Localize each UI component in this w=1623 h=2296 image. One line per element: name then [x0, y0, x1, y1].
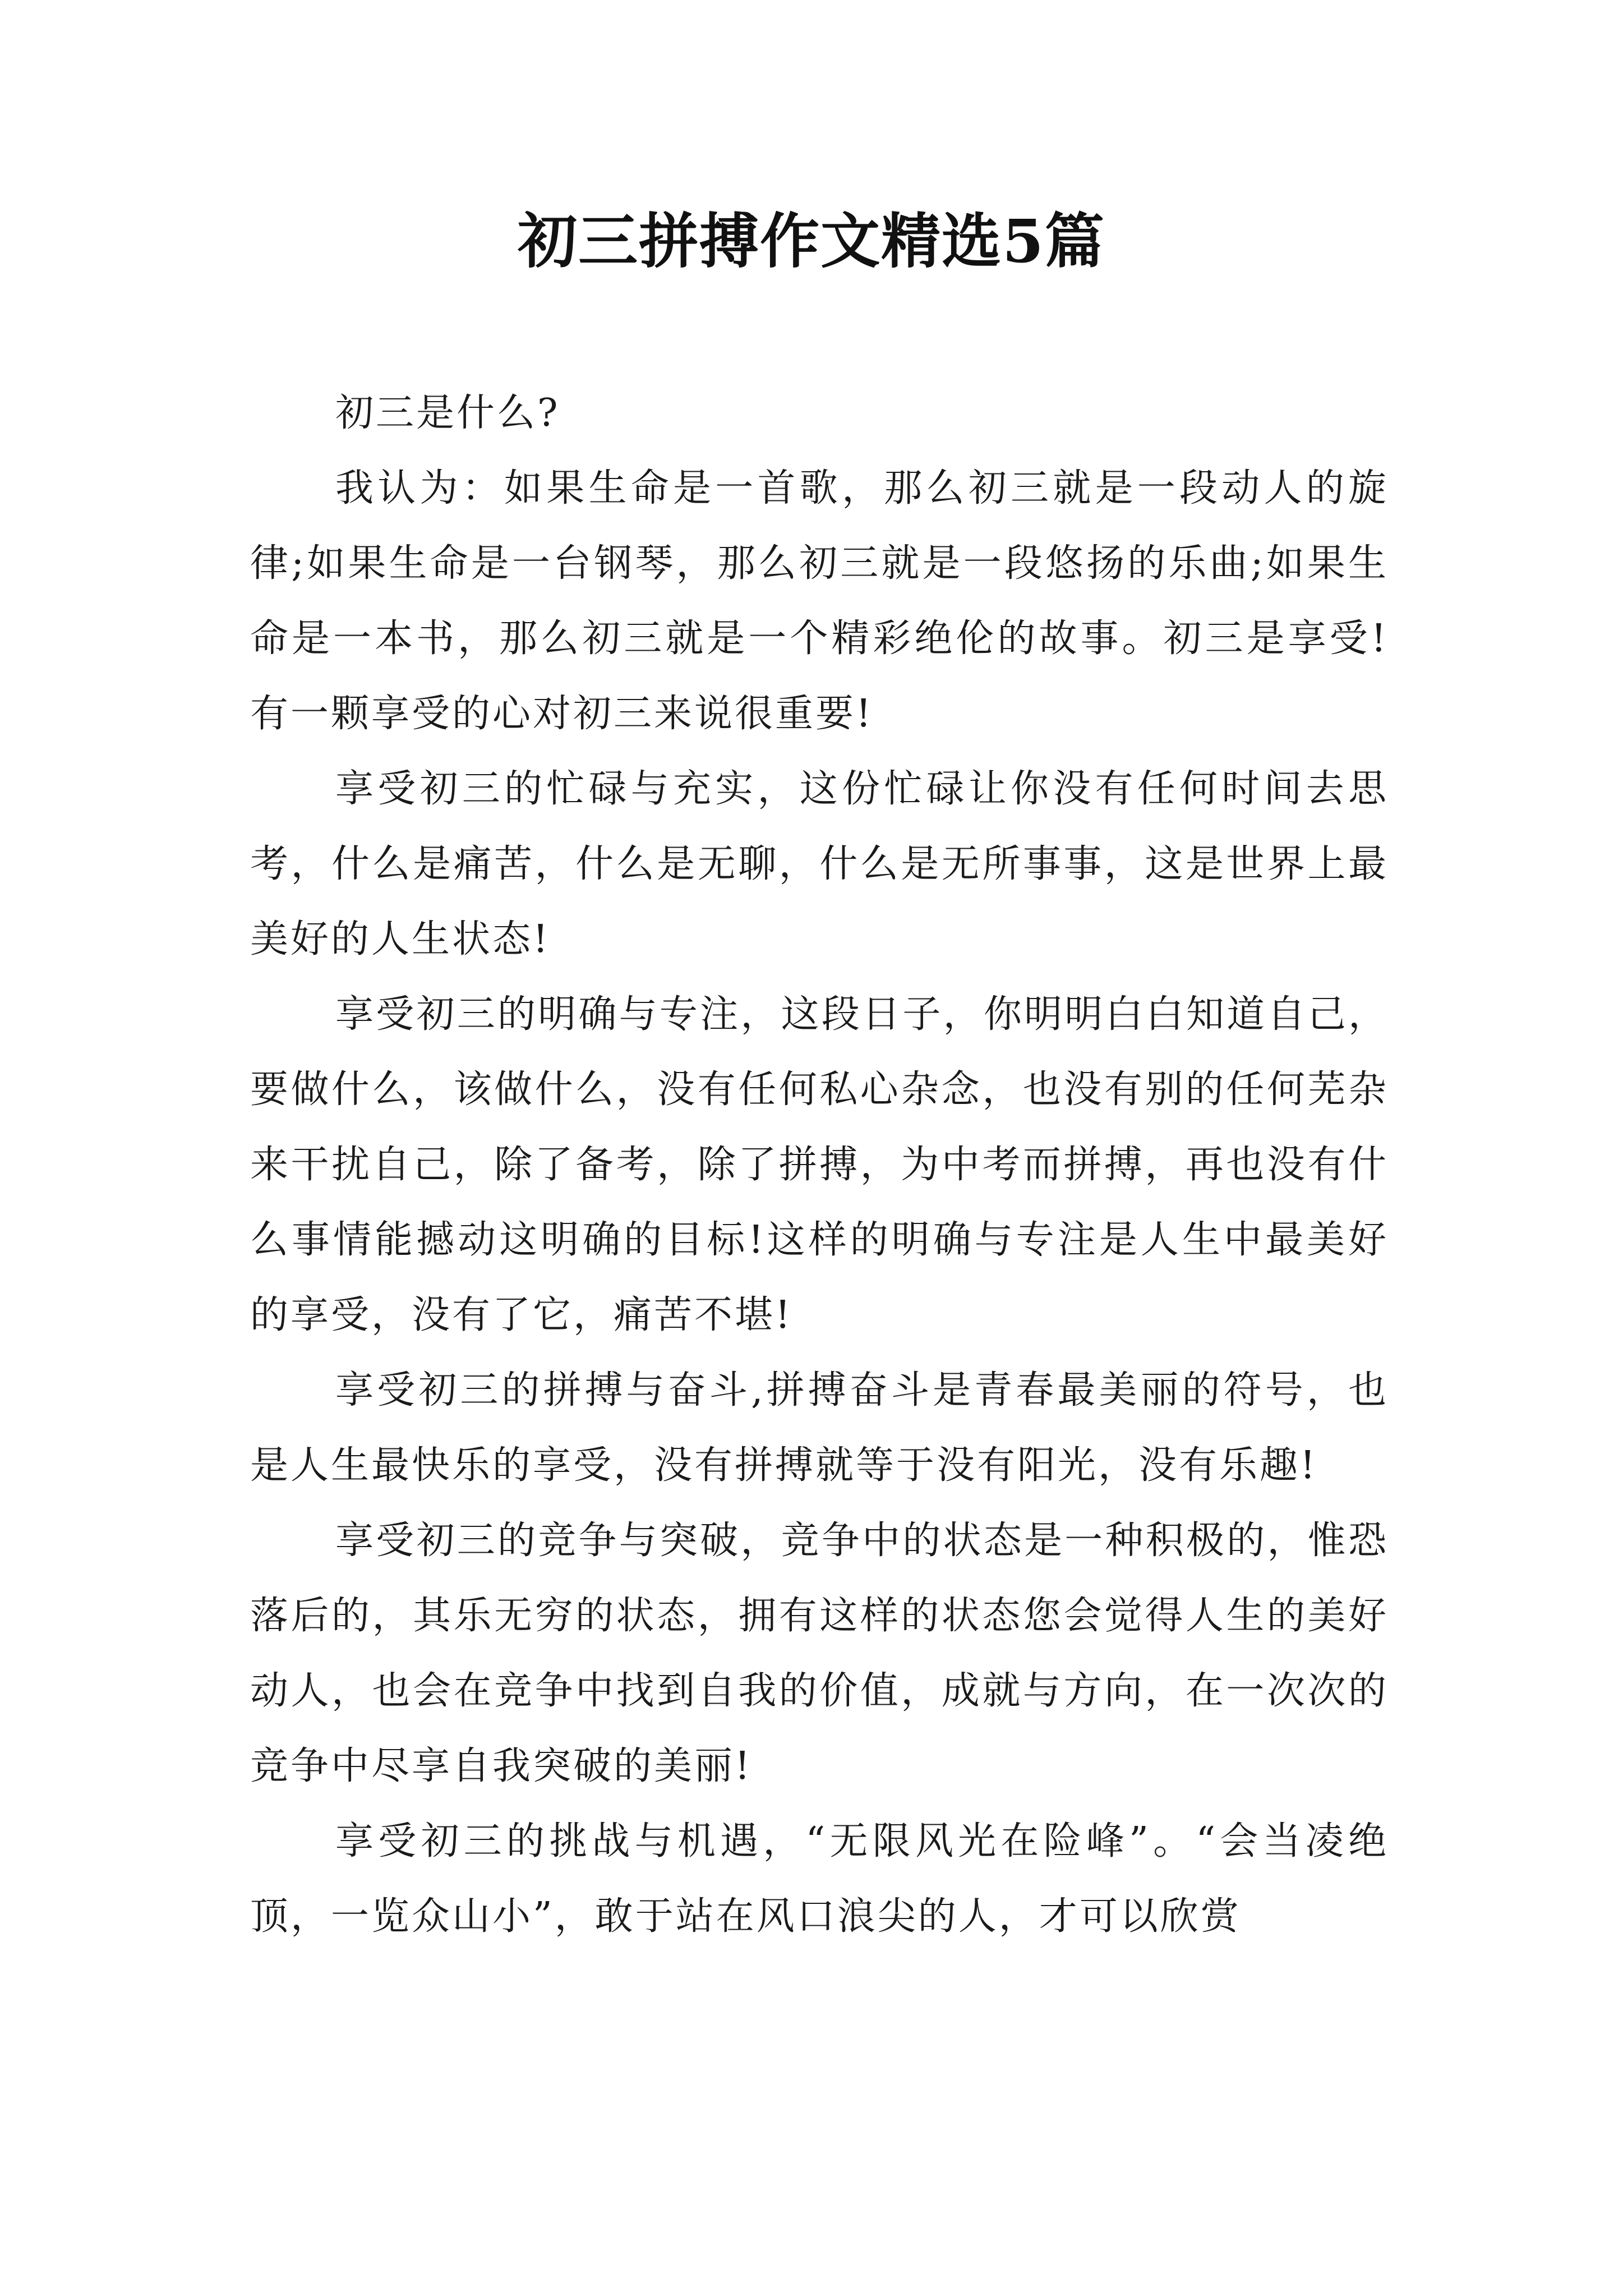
- document-body: [250, 376, 1389, 1954]
- paragraph-1: 初三是什么?: [335, 391, 560, 435]
- paragraph-4: 享受初三的明确与专注，这段日子，你明明白白知道自己，要做什么，该做什么，没有任何私心杂念，也没有别的任何芜杂来干扰自己，除了备考，除了拼搏，为中考而拼搏，再也没有什么事情能撼动这明确的目标!这样的明确与专注是人生中最美好的享受，没有了它，痛苦不堪!: [250, 992, 1389, 1337]
- paragraph-6: 享受初三的竞争与突破，竞争中的状态是一种积极的，惟恐落后的，其乐无穷的状态，拥有这样的状态您会觉得人生的美好动人，也会在竞争中找到自我的价值，成就与方向，在一次次的竞争中尽享自我突破的美丽!: [250, 1519, 1389, 1788]
- paragraph-3: 享受初三的忙碌与充实，这份忙碌让你没有任何时间去思考，什么是痛苦，什么是无聊，什么是无所事事，这是世界上最美好的人生状态!: [250, 767, 1389, 961]
- document-title: 初三拼搏作文精选5篇: [518, 206, 1105, 276]
- paragraph-2: 我认为：如果生命是一首歌，那么初三就是一段动人的旋律;如果生命是一台钢琴，那么初三就是一段悠扬的乐曲;如果生命是一本书，那么初三就是一个精彩绝伦的故事。初三是享受!有一颗享受的心对初三来说很重要!: [250, 466, 1389, 736]
- paragraph-5: 享受初三的拼搏与奋斗,拼搏奋斗是青春最美丽的符号，也是人生最快乐的享受，没有拼搏就等于没有阳光，没有乐趣!: [250, 1368, 1389, 1488]
- paragraph-7: 享受初三的挑战与机遇，“无限风光在险峰”。“会当凌绝顶，一览众山小”，敢于站在风口浪尖的人，才可以欣赏: [250, 1819, 1389, 1939]
